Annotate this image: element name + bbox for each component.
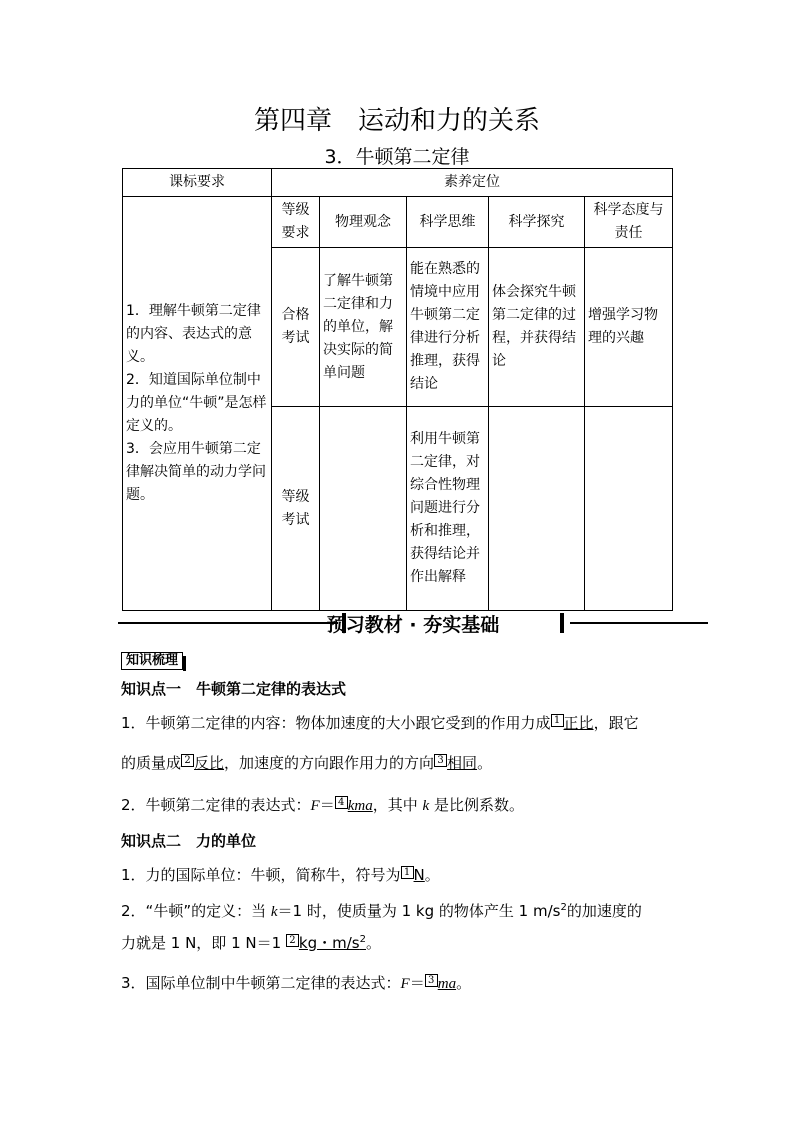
blank-number: 2 bbox=[181, 754, 194, 767]
thinking-grade: 利用牛顿第二定律，对综合性物理问题进行分析和推理，获得结论并作出解释 bbox=[407, 407, 489, 611]
answer: ma bbox=[437, 976, 457, 992]
knowledge-tag: 知识梳理 bbox=[121, 652, 183, 670]
k1-line2: 的质量成 2 反比，加速度的方向跟作用力的方向 3 相同。 bbox=[121, 754, 493, 772]
k1-line3: 2．牛顿第二定律的表达式：F＝ 4 kma，其中 k 是比例系数。 bbox=[121, 796, 524, 814]
banner-rule-right bbox=[570, 622, 708, 624]
thinking-pass: 能在熟悉的情境中应用牛顿第二定律进行分析推理，获得结论 bbox=[407, 248, 489, 407]
blank-number: 3 bbox=[434, 754, 447, 767]
subheader-attitude: 科学态度与责任 bbox=[585, 197, 673, 248]
answer: 反比 bbox=[194, 754, 225, 772]
k2-line1: 1．力的国际单位：牛顿，简称牛，符号为 1 N。 bbox=[121, 866, 440, 884]
header-literacy: 素养定位 bbox=[272, 169, 673, 197]
attitude-pass: 增强学习物理的兴趣 bbox=[585, 248, 673, 407]
section-title: 3．牛顿第二定律 bbox=[324, 146, 470, 168]
requirements-table bbox=[122, 168, 673, 611]
subheader-concept: 物理观念 bbox=[320, 197, 407, 248]
blank-number: 1 bbox=[551, 714, 564, 727]
answer: 相同 bbox=[447, 754, 478, 772]
blank-number: 3 bbox=[425, 974, 438, 987]
header-standards: 课标要求 bbox=[123, 169, 272, 197]
level-grade: 等级考试 bbox=[272, 407, 320, 611]
answer: kma bbox=[347, 798, 373, 814]
k2-line2: 2．“牛顿”的定义：当 k＝1 时，使质量为 1 kg 的物体产生 1 $m/s^2$的加速度的 bbox=[121, 902, 642, 920]
banner-text: 预习教材 · 夯实基础 bbox=[326, 614, 500, 636]
level-pass: 合格考试 bbox=[272, 248, 320, 407]
k2-line4: 3．国际单位制中牛顿第二定律的表达式：F＝ 3 ma。 bbox=[121, 974, 472, 992]
k2-line3: 力就是 1 N，即 1 N＝1 2 kg・$m/s^2$。 bbox=[121, 934, 382, 952]
k1-line1: 1．牛顿第二定律的内容：物体加速度的大小跟它受到的作用力成 1 正比，跟它 bbox=[121, 714, 639, 732]
inquiry-pass: 体会探究牛顿第二定律的过程，并获得结论 bbox=[489, 248, 585, 407]
answer: kg・$m/s^2$ bbox=[298, 934, 366, 952]
blank-number: 4 bbox=[335, 796, 348, 809]
concept-grade bbox=[320, 407, 407, 611]
concept-pass: 了解牛顿第二定律和力的单位，解决实际的简单问题 bbox=[320, 248, 407, 407]
k2-heading: 知识点二 力的单位 bbox=[121, 832, 257, 850]
answer: N bbox=[413, 866, 425, 884]
banner-bar-right bbox=[560, 613, 564, 633]
answer: 正比 bbox=[563, 714, 594, 732]
subheader-thinking: 科学思维 bbox=[407, 197, 489, 248]
subheader-level: 等级要求 bbox=[272, 197, 320, 248]
subheader-inquiry: 科学探究 bbox=[489, 197, 585, 248]
inquiry-grade bbox=[489, 407, 585, 611]
k1-heading: 知识点一 牛顿第二定律的表达式 bbox=[121, 680, 347, 698]
blank-number: 1 bbox=[401, 866, 414, 879]
section-banner bbox=[118, 608, 708, 638]
standards-cell: 1．理解牛顿第二定律的内容、表达式的意义。 2．知道国际单位制中力的单位“牛顿”是怎样定义的。 3．会应用牛顿第二定律解决简单的动力学问题。 bbox=[123, 197, 272, 611]
attitude-grade bbox=[585, 407, 673, 611]
blank-number: 2 bbox=[286, 934, 299, 947]
chapter-title: 第四章 运动和力的关系 bbox=[253, 106, 540, 136]
